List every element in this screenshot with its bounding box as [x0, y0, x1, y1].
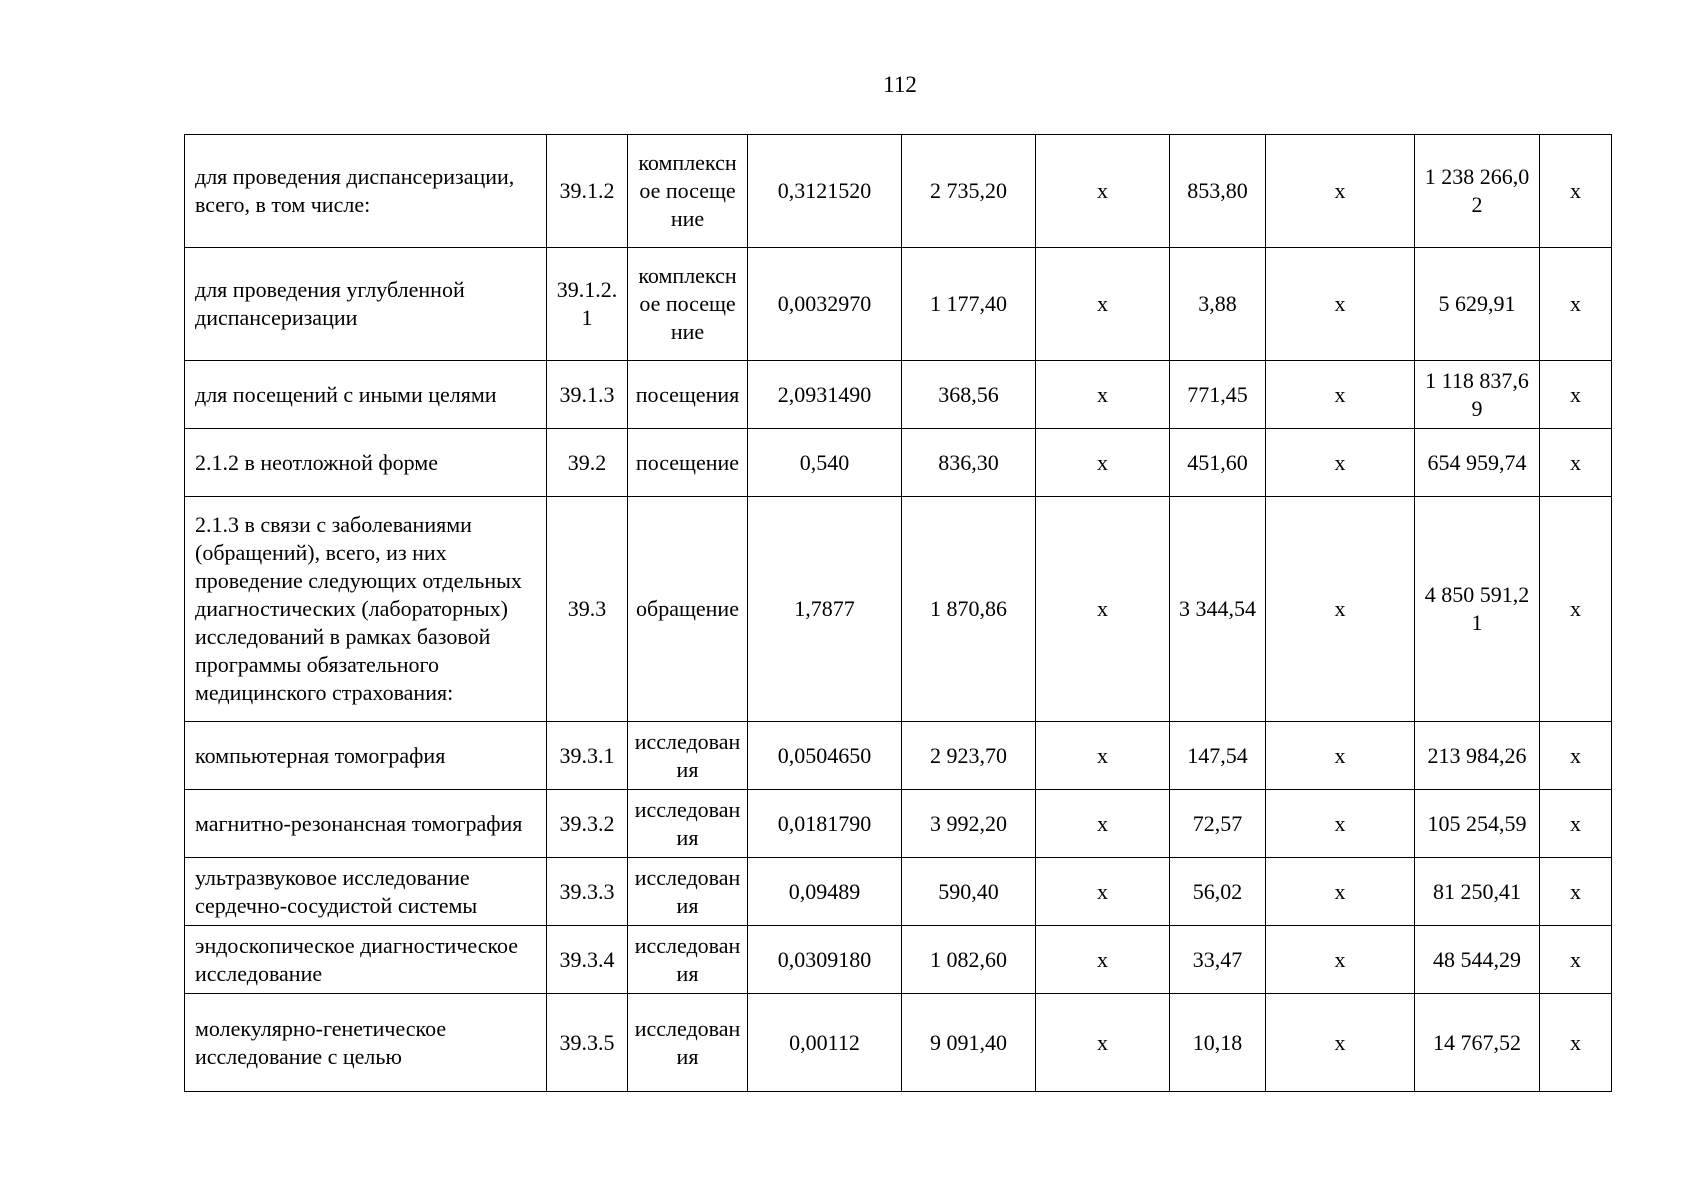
budget-total-cell: х: [1266, 722, 1415, 790]
unit-cell: комплексное посещение: [628, 248, 748, 361]
norm-volume-cell: 0,0181790: [748, 790, 902, 858]
budget-per-capita-cell: х: [1036, 361, 1170, 429]
oms-total-cell: 48 544,29: [1415, 926, 1540, 994]
table-row: [185, 361, 1612, 429]
norm-volume-cell: 0,09489: [748, 858, 902, 926]
row-code-cell: 39.1.2: [547, 135, 628, 248]
oms-per-capita-cell: 451,60: [1170, 429, 1266, 497]
unit-cell: исследования: [628, 858, 748, 926]
budget-total-cell: х: [1266, 790, 1415, 858]
oms-total-cell: 5 629,91: [1415, 248, 1540, 361]
unit-cell: исследования: [628, 790, 748, 858]
norm-cost-cell: 9 091,40: [902, 994, 1036, 1092]
row-code-cell: 39.3.5: [547, 994, 628, 1092]
norm-cost-cell: 368,56: [902, 361, 1036, 429]
unit-cell: комплексное посещение: [628, 135, 748, 248]
budget-per-capita-cell: х: [1036, 926, 1170, 994]
service-name-cell: для посещений с иными целями: [185, 361, 547, 429]
table-body: [185, 135, 1612, 1092]
unit-cell: посещение: [628, 429, 748, 497]
norm-cost-cell: 1 082,60: [902, 926, 1036, 994]
norm-cost-cell: 3 992,20: [902, 790, 1036, 858]
data-table: [184, 134, 1612, 1092]
share-cell: х: [1540, 248, 1612, 361]
oms-per-capita-cell: 3 344,54: [1170, 497, 1266, 722]
row-code-cell: 39.3.2: [547, 790, 628, 858]
budget-per-capita-cell: х: [1036, 135, 1170, 248]
share-cell: х: [1540, 994, 1612, 1092]
table-row: [185, 926, 1612, 994]
norm-volume-cell: 0,0309180: [748, 926, 902, 994]
service-name-cell: компьютерная томография: [185, 722, 547, 790]
unit-cell: исследования: [628, 926, 748, 994]
norm-volume-cell: 0,00112: [748, 994, 902, 1092]
oms-per-capita-cell: 853,80: [1170, 135, 1266, 248]
table-row: [185, 722, 1612, 790]
budget-total-cell: х: [1266, 858, 1415, 926]
service-name-cell: для проведения углубленной диспансеризации: [185, 248, 547, 361]
service-name-cell: магнитно-резонансная томография: [185, 790, 547, 858]
table-row: [185, 858, 1612, 926]
service-name-cell: 2.1.3 в связи с заболеваниями (обращений), всего, из них проведение следующих отдельных диагностических (лабораторных) исследований в рамках базовой программы обязательного медицинского страхования:: [185, 497, 547, 722]
oms-total-cell: 81 250,41: [1415, 858, 1540, 926]
budget-total-cell: х: [1266, 135, 1415, 248]
table-row: [185, 497, 1612, 722]
row-code-cell: 39.1.2.1: [547, 248, 628, 361]
row-code-cell: 39.2: [547, 429, 628, 497]
share-cell: х: [1540, 497, 1612, 722]
unit-cell: исследования: [628, 994, 748, 1092]
service-name-cell: ультразвуковое исследование сердечно-сосудистой системы: [185, 858, 547, 926]
row-code-cell: 39.3.4: [547, 926, 628, 994]
norm-volume-cell: 2,0931490: [748, 361, 902, 429]
unit-cell: исследования: [628, 722, 748, 790]
norm-cost-cell: 2 735,20: [902, 135, 1036, 248]
service-name-cell: 2.1.2 в неотложной форме: [185, 429, 547, 497]
oms-total-cell: 1 118 837,69: [1415, 361, 1540, 429]
oms-per-capita-cell: 10,18: [1170, 994, 1266, 1092]
norm-cost-cell: 2 923,70: [902, 722, 1036, 790]
budget-per-capita-cell: х: [1036, 248, 1170, 361]
oms-total-cell: 14 767,52: [1415, 994, 1540, 1092]
norm-volume-cell: 0,0504650: [748, 722, 902, 790]
oms-total-cell: 4 850 591,21: [1415, 497, 1540, 722]
unit-cell: посещения: [628, 361, 748, 429]
share-cell: х: [1540, 429, 1612, 497]
share-cell: х: [1540, 790, 1612, 858]
table-row: [185, 429, 1612, 497]
budget-total-cell: х: [1266, 248, 1415, 361]
service-name-cell: молекулярно-генетическое исследование с целью: [185, 994, 547, 1092]
share-cell: х: [1540, 926, 1612, 994]
service-name-cell: для проведения диспансеризации, всего, в том числе:: [185, 135, 547, 248]
share-cell: х: [1540, 361, 1612, 429]
budget-per-capita-cell: х: [1036, 858, 1170, 926]
norm-cost-cell: 1 177,40: [902, 248, 1036, 361]
page-number: 112: [883, 72, 917, 97]
oms-per-capita-cell: 56,02: [1170, 858, 1266, 926]
budget-per-capita-cell: х: [1036, 497, 1170, 722]
budget-total-cell: х: [1266, 994, 1415, 1092]
row-code-cell: 39.3.3: [547, 858, 628, 926]
budget-total-cell: х: [1266, 429, 1415, 497]
budget-total-cell: х: [1266, 497, 1415, 722]
row-code-cell: 39.3.1: [547, 722, 628, 790]
oms-per-capita-cell: 33,47: [1170, 926, 1266, 994]
table-row: [185, 135, 1612, 248]
norm-cost-cell: 836,30: [902, 429, 1036, 497]
norm-volume-cell: 0,3121520: [748, 135, 902, 248]
norm-volume-cell: 0,540: [748, 429, 902, 497]
table-row: [185, 790, 1612, 858]
oms-total-cell: 654 959,74: [1415, 429, 1540, 497]
oms-total-cell: 105 254,59: [1415, 790, 1540, 858]
oms-total-cell: 1 238 266,02: [1415, 135, 1540, 248]
budget-per-capita-cell: х: [1036, 790, 1170, 858]
budget-per-capita-cell: х: [1036, 994, 1170, 1092]
table-row: [185, 994, 1612, 1092]
row-code-cell: 39.3: [547, 497, 628, 722]
oms-per-capita-cell: 147,54: [1170, 722, 1266, 790]
budget-per-capita-cell: х: [1036, 429, 1170, 497]
share-cell: х: [1540, 858, 1612, 926]
norm-volume-cell: 1,7877: [748, 497, 902, 722]
share-cell: х: [1540, 722, 1612, 790]
oms-total-cell: 213 984,26: [1415, 722, 1540, 790]
budget-total-cell: х: [1266, 361, 1415, 429]
budget-total-cell: х: [1266, 926, 1415, 994]
norm-cost-cell: 590,40: [902, 858, 1036, 926]
share-cell: х: [1540, 135, 1612, 248]
oms-per-capita-cell: 72,57: [1170, 790, 1266, 858]
row-code-cell: 39.1.3: [547, 361, 628, 429]
service-name-cell: эндоскопическое диагностическое исследование: [185, 926, 547, 994]
unit-cell: обращение: [628, 497, 748, 722]
oms-per-capita-cell: 3,88: [1170, 248, 1266, 361]
table-row: [185, 248, 1612, 361]
norm-volume-cell: 0,0032970: [748, 248, 902, 361]
oms-per-capita-cell: 771,45: [1170, 361, 1266, 429]
budget-per-capita-cell: х: [1036, 722, 1170, 790]
norm-cost-cell: 1 870,86: [902, 497, 1036, 722]
